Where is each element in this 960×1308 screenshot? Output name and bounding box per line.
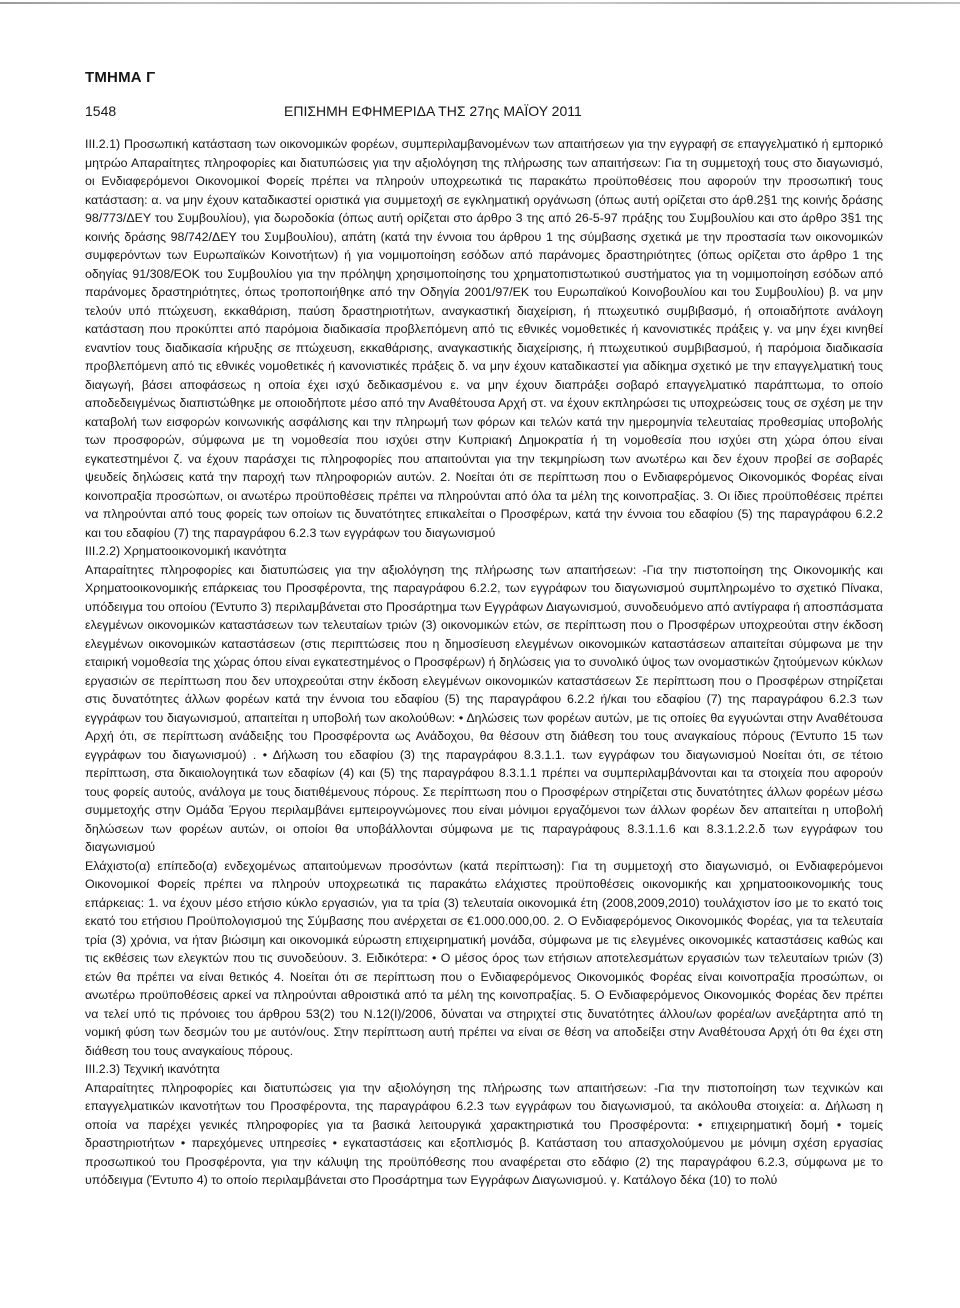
paragraph-technical-info: Απαραίτητες πληροφορίες και διατυπώσεις για την αξιολόγηση της πλήρωσης των απαιτήσεων: -Για την πιστοποίηση των τεχνικών και επαγγελματικών ικανοτήτων του Προσφέροντα, της παραγράφου 6.2.3 των εγγράφων του διαγωνισμού, τα ακόλουθα στοιχεία: α. Δήλωση η οποία να παρέχει γενικές πληροφορίες για τα βασικά λειτουργικά χαρακτηριστικά του Προσφέροντα: • επιχειρηματική δομή • τομείς δραστηριοτήτων • παρεχόμενες υπηρεσίες • εγκαταστάσεις και εξοπλισμός β. Κατάσταση του απασχολούμενου με μόνιμη σχέση εργασίας προσωπικού του Προσφέροντα, για την κάλυψη της προϋπόθεσης που αναφέρεται στο εδάφιο (2) της παραγράφου 6.2.3, σύμφωνα με το υπόδειγμα (Έντυπο 4) το οποίο περιλαμβάνεται στο Προσάρτημα των Εγγράφων Διαγωνισμού. γ. Κατάλογο δέκα (10) το πολύ: [85, 1080, 883, 1187]
paragraph-personal-situation: III.2.1) Προσωπική κατάσταση των οικονομικών φορέων, συμπεριλαμβανομένων των απαιτήσεων για την εγγραφή σε επαγγελματικό ή εμπορικό μητρώο Απαραίτητες πληροφορίες και διατυπώσεις για την αξιολόγηση της πλήρωσης των απαιτήσεων: Για τη συμμετοχή τους στο διαγωνισμό, οι Ενδιαφερόμενοι Οικονομικοί Φορείς πρέπει να πληρούν υποχρεωτικά τις παρακάτω προϋποθέσεις που αφορούν την προσωπική τους κατάσταση: α. να μην έχουν καταδικαστεί οριστικά για συμμετοχή σε εγκληματική οργάνωση (όπως αυτή ορίζεται στο άρθ.2§1 της κοινής δράσης 98/773/ΔΕΥ του Συμβουλίου), για δωροδοκία (όπως αυτή ορίζεται στο άρθρο 3 της από 26-5-97 πράξης του Συμβουλίου και στο άρθρο 3§1 της κοινής δράσης 98/742/ΔΕΥ του Συμβουλίου), απάτη (κατά την έννοια του άρθρου 1 της σύμβασης σχετικά με την προστασία των οικονομικών συμφερόντων των Ευρωπαϊκών Κοινοτήτων) ή για νομιμοποίηση εσόδων από παράνομες δραστηριότητες (όπως ορίζεται στο άρθρο 1 της οδηγίας 91/308/ΕΟΚ του Συμβουλίου για την πρόληψη χρησιμοποίησης του χρηματοπιστωτικού συστήματος για τη νομιμοποίηση εσόδων από παράνομες δραστηριότητες, όπως τροποποιήθηκε από την Οδηγία 2001/97/ΕΚ του Ευρωπαϊκού Κοινοβουλίου και του Συμβουλίου) β. να μην τελούν υπό πτώχευση, εκκαθάριση, παύση δραστηριοτήτων, αναγκαστική διαχείριση, ή πτωχευτικό συμβιβασμό, ή οποιαδήποτε ανάλογη κατάσταση που προκύπτει από παρόμοια διαδικασία προβλεπόμενη από τις εθνικές νομοθετικές ή κανονιστικές πράξεις γ. να μην έχει κινηθεί εναντίον τους διαδικασία κήρυξης σε πτώχευση, εκκαθάρισης, αναγκαστικής διαχείρισης, ή πτωχευτικού συμβιβασμού, ή παρόμοια διαδικασία προβλεπόμενη από τις εθνικές νομοθετικές ή κανονιστικές πράξεις δ. να μην έχουν καταδικαστεί για αδίκημα σχετικό με την επαγγελματική τους διαγωγή, βάσει αποφάσεως η οποία έχει ισχύ δεδικασμένου ε. να μην έχουν διαπράξει σοβαρό επαγγελματικό παράπτωμα, το οποίο αποδεδειγμένως διαπιστώθηκε με οποιοδήποτε μέσο από την Αναθέτουσα Αρχή στ. να έχουν εκπληρώσει τις υποχρεώσεις τους σε σχέση με την καταβολή των εισφορών κοινωνικής ασφάλισης και την πληρωμή των φόρων και τελών κατά την ημερομηνία τελευταίας προθεσμίας υποβολής των προσφορών, σύμφωνα με τη νομοθεσία που ισχύει στην Κυπριακή Δημοκρατία ή τη νομοθεσία που ισχύει στη χώρα όπου είναι εγκατεστημένοι ζ. να έχουν παράσχει τις πληροφορίες που απαιτούνται για την τεκμηρίωση των ανωτέρω και δεν έχουν προβεί σε σοβαρές ψευδείς δηλώσεις κατά την παροχή των πληροφοριών αυτών. 2. Νοείται ότι σε περίπτωση που ο Ενδιαφερόμενος Οικονομικός Φορέας είναι κοινοπραξία προσώπων, οι ανωτέρω προϋποθέσεις πρέπει να πληρούνται από όλα τα μέλη της κοινοπραξίας. 3. Οι ίδιες προϋποθέσεις πρέπει να πληρούνται από τους φορείς των οποίων τις δυνατότητες επικαλείται ο Προσφέρων, κατά την έννοια του εδαφίου (5) της παραγράφου 6.2.2 και του εδαφίου (7) της παραγράφου 6.2.3 των εγγράφων του διαγωνισμού: [85, 137, 883, 540]
body-text: [85, 135, 883, 1190]
paragraph-minimum-levels: Ελάχιστο(α) επίπεδο(α) ενδεχομένως απαιτούμενων προσόντων (κατά περίπτωση): Για τη συμμετοχή στο διαγωνισμό, οι Ενδιαφερόμενοι Οικονομικοί Φορείς πρέπει να πληρούν υποχρεωτικά τις παρακάτω ελάχιστες προϋποθέσεις οικονομικής και χρηματοοικονομικής τους επάρκειας: 1. να έχουν μέσο ετήσιο κύκλο εργασιών, για τα τρία (3) τελευταία οικονομικά έτη (2008,2009,2010) τουλάχιστον ίσο με το εκατό τοις εκατό του ετήσιου Προϋπολογισμού της Σύμβασης που ανέρχεται σε €1.000.000,00. 2. Ο Ενδιαφερόμενος Οικονομικός Φορέας, για τα τελευταία τρία (3) χρόνια, να ήταν βιώσιμη και οικονομικά εύρωστη επιχειρηματική μονάδα, σύμφωνα με τις ελεγμένες οικονομικές καταστάσεις καθώς και τις εκθέσεις των ελεγκτών που τις συνοδεύουν. 3. Ειδικότερα: • Ο μέσος όρος των ετήσιων αποτελεσμάτων εργασιών των τελευταίων τριών (3) ετών θα πρέπει να είναι θετικός 4. Νοείται ότι σε περίπτωση που ο Ενδιαφερόμενος Οικονομικός Φορέας είναι κοινοπραξία προσώπων, οι ανωτέρω προϋποθέσεις αρκεί να πληρούνται αθροιστικά από τα μέλη της κοινοπραξίας. 5. Ο Ενδιαφερόμενος Οικονομικός Φορέας δεν πρέπει να τελεί υπό τις πρόνοιες του άρθρου 53(2) του Ν.12(Ι)/2006, δύναται να στηριχτεί στις δυνατότητες άλλου/ων φορέα/ων ανεξάρτητα από τη νομική φύση των δεσμών του με αυτόν/ους. Στην περίπτωση αυτή πρέπει να είναι σε θέση να αποδείξει στην Αναθέτουσα Αρχή ότι θα έχει στη διάθεση του τους αναγκαίους πόρους.: [85, 858, 883, 1058]
heading-financial-capacity: III.2.2) Χρηματοοικονομική ικανότητα: [85, 544, 287, 558]
page-number: 1548: [85, 103, 117, 119]
heading-technical-capacity: III.2.3) Τεχνική ικανότητα: [85, 1062, 220, 1076]
paragraph-financial-info: Απαραίτητες πληροφορίες και διατυπώσεις για την αξιολόγηση της πλήρωσης των απαιτήσεων: -Για την πιστοποίηση της Οικονομικής και Χρηματοοικονομικής επάρκειας του Προσφέροντα, της παραγράφου 6.2.2, των εγγράφων του διαγωνισμού συμπληρωμένο το σχετικό Πίνακα, υπόδειγμα του οποίου (Έντυπο 3) περιλαμβάνεται στο Προσάρτημα των Εγγράφων Διαγωνισμού, συνοδευόμενο από αντίγραφα ή αποσπάσματα ελεγμένων οικονομικών καταστάσεων των τελευταίων τριών (3) οικονομικών ετών, σε περίπτωση που ο Προσφέρων υποχρεούται στην έκδοση ελεγμένων οικονομικών καταστάσεων (στις περιπτώσεις που η δημοσίευση ελεγμένων οικονομικών καταστάσεων απαιτείται σύμφωνα με την εταιρική νομοθεσία της χώρας όπου είναι εγκατεστημένος ο Προσφέρων) ή δηλώσεις για το συνολικό ύψος των ονομαστικών ζητούμενων κύκλων εργασιών σε περίπτωση που δεν υποχρεούται στην έκδοση ελεγμένων οικονομικών καταστάσεων Σε περίπτωση που ο Προσφέρων στηρίζεται στις δυνατότητες άλλων φορέων κατά την έννοια του εδαφίου (5) της παραγράφου 6.2.2 ή/και του εδαφίου (7) της παραγράφου 6.2.3 των εγγράφων του διαγωνισμού, απαιτείται η υποβολή των ακολούθων: • Δηλώσεις των φορέων αυτών, με τις οποίες θα εγγυώνται στην Αναθέτουσα Αρχή ότι, σε περίπτωση ανάδειξης του Προσφέροντα ως Ανάδοχου, θα θέσουν στη διάθεση του τους αναγκαίους πόρους (Έντυπο 15 των εγγράφων του διαγωνισμού) . • Δήλωση του εδαφίου (3) της παραγράφου 8.3.1.1. των εγγράφων του διαγωνισμού Νοείται ότι, σε τέτοιο περίπτωση, στα δικαιολογητικά των εδαφίων (4) και (5) της παραγράφου 8.3.1.1 πρέπει να συμπεριλαμβάνονται και τα στοιχεία που αφορούν τους φορείς αυτούς, ανάλογα με τους διατιθέμενους πόρους. Σε περίπτωση που ο Προσφέρων στηρίζεται στις δυνατότητες άλλων φορέων μέσω συμμετοχής στην Ομάδα Έργου περιλαμβάνει εμπειρογνώμονες που είναι μόνιμοι εργαζόμενοι των άλλων φορέων δεν απαιτείται η υποβολή δηλώσεων των φορέων αυτών, οι οποίοι θα υποβάλλονται σύμφωνα με τις παραγράφους 8.3.1.1.6 και 8.3.1.2.2.δ των εγγράφων του διαγωνισμού: [85, 562, 883, 854]
section-title: ΤΜΗΜΑ Γ: [85, 69, 156, 86]
journal-title-date: ΕΠΙΣΗΜΗ ΕΦΗΜΕΡΙΔΑ ΤΗΣ 27ης ΜΑΪΟΥ 2011: [284, 103, 582, 119]
page-top-rule: [0, 2, 960, 4]
